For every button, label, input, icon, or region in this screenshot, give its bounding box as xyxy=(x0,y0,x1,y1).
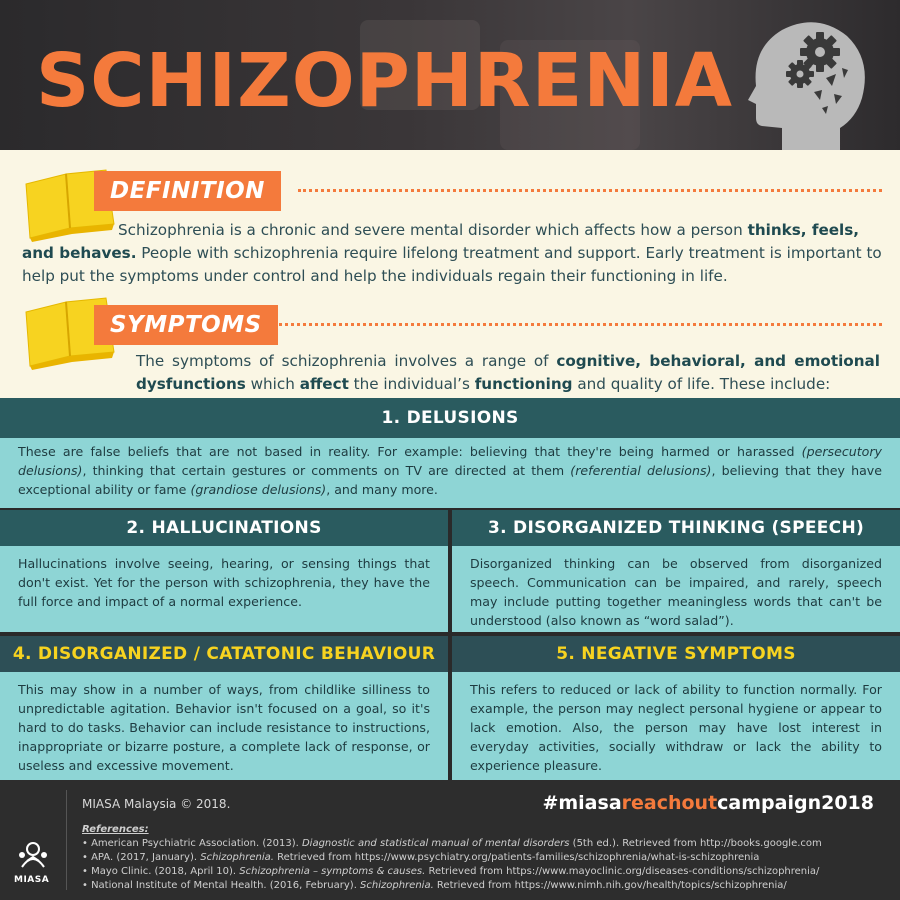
symptoms-tag: SYMPTOMS xyxy=(94,305,278,345)
miasa-logo-icon xyxy=(16,837,50,871)
intro-section xyxy=(0,150,900,398)
hallucinations-header: 2. HALLUCINATIONS xyxy=(0,510,448,546)
definition-emphasis: thinks, feels, and behaves. xyxy=(22,221,860,262)
definition-tag: DEFINITION xyxy=(94,171,281,211)
delusions-body: These are false beliefs that are not based in reality. For example: believing that they're being harmed or harassed (persecutory delusions), thinking that certain gestures or comments on TV are directed at them (referential delusions), believing that they have exceptional ability or fame (grandiose delusions), and many more. xyxy=(0,438,900,508)
logo-text: MIASA xyxy=(14,875,50,885)
disorganized-thinking-body: Disorganized thinking can be observed from disorganized speech. Communication can be impaired, and rarely, speech may include putting together meaningless words that can't be understood (also known as “word salad”). xyxy=(452,546,900,632)
page-title: SCHIZOPHRENIA xyxy=(36,38,734,124)
catatonic-behaviour-body: This may show in a number of ways, from childlike silliness to unpredictable agitation. Behavior isn't focused on a goal, so it's hard to do tasks. Behavior can include resistance to instructions, inappropriate or bizarre posture, a complete lack of response, or useless and excessive movement. xyxy=(0,672,448,780)
reference-item: • APA. (2017, January). Schizophrenia. Retrieved from https://www.psychiatry.org/patients-families/schizophrenia/what-is-schizophrenia xyxy=(82,852,760,863)
header-banner xyxy=(0,0,900,150)
footer-divider xyxy=(66,790,67,890)
disorganized-thinking-header: 3. DISORGANIZED THINKING (SPEECH) xyxy=(452,510,900,546)
definition-text: Schizophrenia is a chronic and severe mental disorder which affects how a person thinks, feels, and behaves. People with schizophrenia require lifelong treatment and support. Early treatment is important to help put the symptoms under control and help the individuals regain their functioning in life. xyxy=(22,221,882,285)
copyright-text: MIASA Malaysia © 2018. xyxy=(82,797,231,811)
references-list xyxy=(82,823,822,893)
negative-symptoms-body: This refers to reduced or lack of ability to function normally. For example, the person may neglect personal hygiene or appear to lack emotion. Also, the person may have lost interest in everyday activities, socially withdraw or lack the ability to experience pleasure. xyxy=(452,672,900,780)
reference-item: • Mayo Clinic. (2018, April 10). Schizophrenia – symptoms & causes. Retrieved from https://www.mayoclinic.org/diseases-conditions/schizophrenia/ xyxy=(82,866,820,877)
hallucinations-body: Hallucinations involve seeing, hearing, or sensing things that don't exist. Yet for the person with schizophrenia, they have the full force and impact of a normal experience. xyxy=(0,546,448,632)
dotted-divider xyxy=(274,323,882,326)
catatonic-behaviour-header: 4. DISORGANIZED / CATATONIC BEHAVIOUR xyxy=(0,636,448,672)
negative-symptoms-header: 5. NEGATIVE SYMPTOMS xyxy=(452,636,900,672)
head-gears-icon xyxy=(722,8,872,150)
footer xyxy=(0,780,900,900)
dotted-divider xyxy=(298,189,882,192)
reference-item: • National Institute of Mental Health. (2016, February). Schizophrenia. Retrieved from https://www.nimh.nih.gov/health/topics/schizophrenia/ xyxy=(82,880,787,891)
campaign-hashtag: #miasareachoutcampaign2018 xyxy=(542,792,874,814)
reference-item: • American Psychiatric Association. (2013). Diagnostic and statistical manual of mental disorders (5th ed.). Retrieved from http://books.google.com xyxy=(82,838,822,849)
references-heading: References: xyxy=(82,824,149,835)
delusions-header: 1. DELUSIONS xyxy=(0,398,900,438)
symptoms-intro-text: The symptoms of schizophrenia involves a range of cognitive, behavioral, and emotional dysfunctions which affect the individual’s functioning and quality of life. These include: xyxy=(136,352,880,393)
